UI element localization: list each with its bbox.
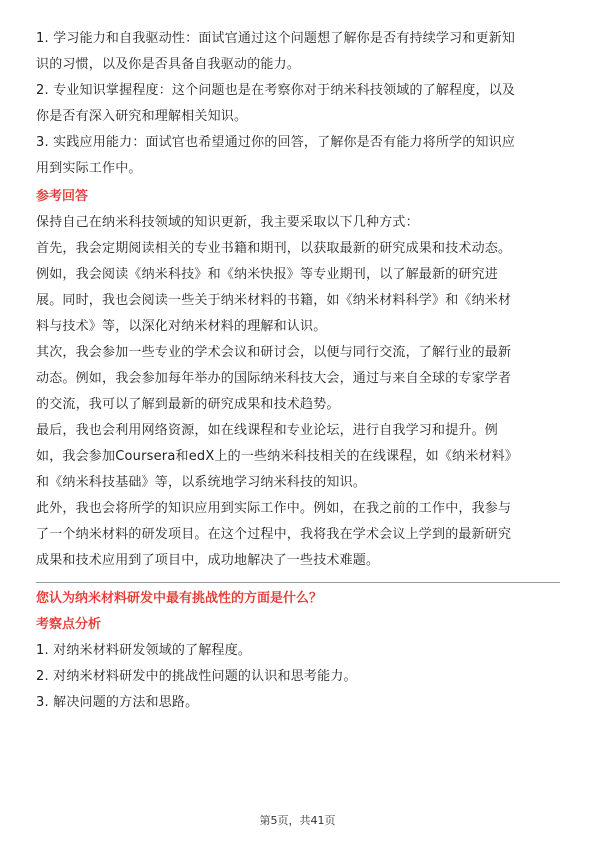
body-line: 其次，我会参加一些专业的学术会议和研讨会，以便与同行交流，了解行业的最新 [36,345,512,360]
body-line: 如，我会参加Coursera和edX上的一些纳米科技相关的在线课程，如《纳米材料》 [36,449,519,464]
body-line: 2. 专业知识掌握程度：这个问题也是在考察你对于纳米科技领域的了解程度，以及 [36,83,516,98]
reference-answer-section [36,184,560,574]
body-line: 最后，我也会利用网络资源，如在线课程和专业论坛，进行自我学习和提升。例 [36,423,499,438]
document-page [36,26,560,716]
reference-answer-heading: 参考回答 [36,189,89,204]
body-line: 动态。例如，我会参加每年举办的国际纳米科技大会，通过与来自全球的专家学者 [36,371,512,386]
body-line: 和《纳米科技基础》等，以系统地学习纳米科技的知识。 [36,475,367,490]
question-section [36,586,560,716]
question-title: 您认为纳米材料研发中最有挑战性的方面是什么？ [36,591,323,606]
body-line: 2. 对纳米材料研发中的挑战性问题的认识和思考能力。 [36,669,357,684]
body-line: 识的习惯，以及你是否具备自我驱动的能力。 [36,57,301,72]
body-line: 展。同时，我也会阅读一些关于纳米材料的书籍，如《纳米材料科学》和《纳米材 [36,293,512,308]
body-line: 此外，我也会将所学的知识应用到实际工作中。例如，在我之前的工作中，我参与 [36,501,512,516]
body-line: 例如，我会阅读《纳米科技》和《纳米快报》等专业期刊，以了解最新的研究进 [36,267,499,282]
body-line: 保持自己在纳米科技领域的知识更新，我主要采取以下几种方式： [36,215,419,230]
body-line: 料与技术》等，以深化对纳米材料的理解和认识。 [36,319,327,334]
section-divider [36,582,560,583]
body-line: 了一个纳米材料的研发项目。在这个过程中，我将我在学术会议上学到的最新研究 [36,527,512,542]
body-line: 成果和技术应用到了项目中，成功地解决了一些技术难题。 [36,553,380,568]
body-line: 3. 实践应用能力：面试官也希望通过你的回答，了解你是否有能力将所学的知识应 [36,135,516,150]
body-line: 3. 解决问题的方法和思路。 [36,695,199,710]
body-line: 的交流，我可以了解到最新的研究成果和技术趋势。 [36,397,340,412]
body-line: 你是否有深入研究和理解相关知识。 [36,109,248,124]
answer-analysis-section [36,26,560,182]
analysis-heading: 考察点分析 [36,617,102,632]
body-line: 1. 对纳米材料研发领域的了解程度。 [36,643,252,658]
body-line: 首先，我会定期阅读相关的专业书籍和期刊，以获取最新的研究成果和技术动态。 [36,241,512,256]
page-number: 第5页，共41页 [259,814,336,827]
body-line: 用到实际工作中。 [36,161,142,176]
body-line: 1. 学习能力和自我驱动性：面试官通过这个问题想了解你是否有持续学习和更新知 [36,31,516,46]
